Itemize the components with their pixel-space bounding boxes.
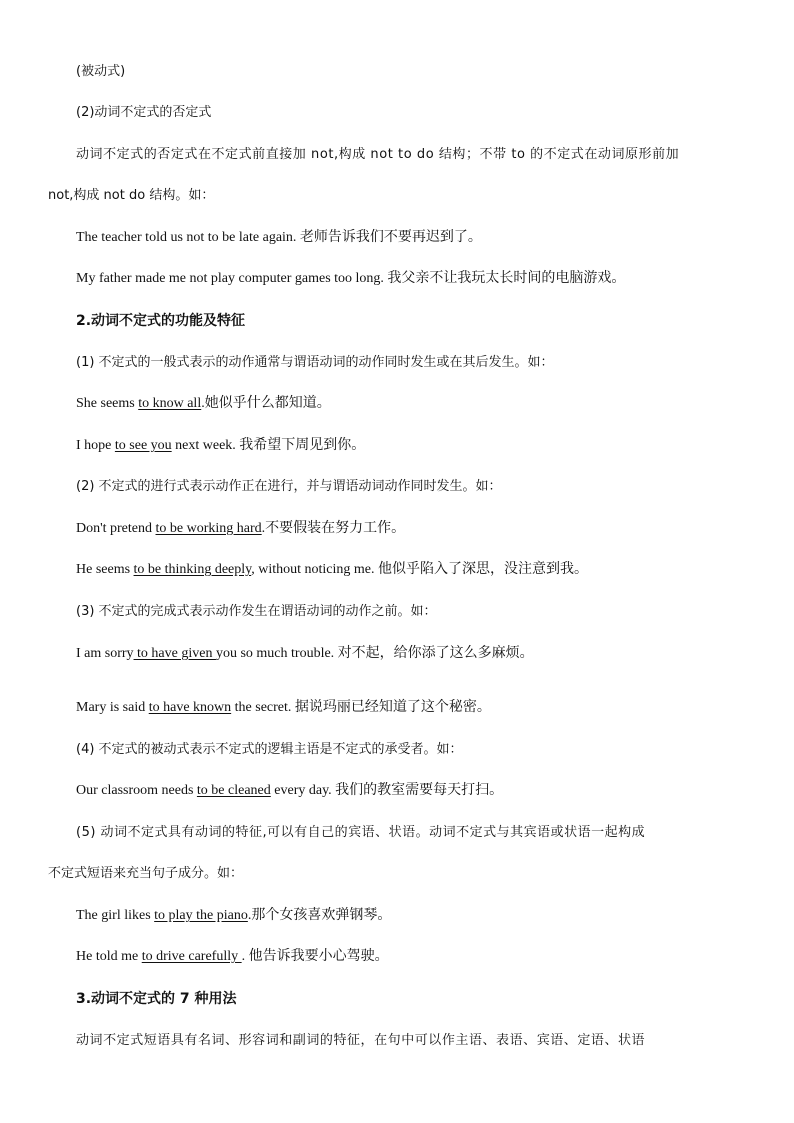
subheading-simple-form: (1) 不定式的一般式表示的动作通常与谓语动词的动作同时发生或在其后发生。如： (76, 355, 554, 370)
sentence-part: you so much trouble. 对不起，给你添了这么多麻烦。 (215, 646, 534, 661)
subheading-progressive-form: (2) 不定式的进行式表示动作正在进行，并与谓语动词动作同时发生。如： (76, 479, 502, 494)
underlined-phrase: to have given (133, 646, 216, 661)
underlined-phrase: to be cleaned (196, 783, 271, 798)
example-sentence (76, 781, 503, 801)
example-sentence (76, 906, 391, 926)
section-heading: 3.动词不定式的 7 种用法 (76, 991, 237, 1007)
paragraph-line: (5) 动词不定式具有动词的特征,可以有自己的宾语、状语。动词不定式与其宾语或状语一起构成 (76, 825, 646, 840)
sentence-part: The girl likes (76, 908, 155, 923)
underlined-phrase: to have known (148, 700, 232, 715)
underlined-phrase: to know all (138, 396, 202, 411)
paragraph-line: 不定式短语来充当句子成分。如： (48, 866, 244, 881)
text-line: (被动式) (76, 64, 126, 79)
sentence-part: .她似乎什么都知道。 (201, 396, 331, 411)
underlined-phrase: to be working hard (155, 521, 262, 536)
example-sentence (76, 436, 365, 456)
sentence-part: .那个女孩喜欢弹钢琴。 (247, 908, 392, 923)
example-sentence: My father made me not play computer games too long. 我父亲不让我玩太长时间的电脑游戏。 (76, 271, 626, 286)
section-heading: 2.动词不定式的功能及特征 (76, 313, 246, 329)
sentence-part: I hope (76, 438, 115, 453)
underlined-phrase: to drive carefully (141, 949, 242, 964)
example-sentence: The teacher told us not to be late again. 老师告诉我们不要再迟到了。 (76, 230, 482, 245)
sentence-part: every day. 我们的教室需要每天打扫。 (270, 783, 504, 798)
paragraph-line: 动词不定式的否定式在不定式前直接加 not,构成 not to do 结构；不带 to 的不定式在动词原形前加 (76, 147, 680, 162)
underlined-phrase: to see you (114, 438, 172, 453)
sentence-part: Mary is said (76, 700, 149, 715)
subheading-perfect-form: (3) 不定式的完成式表示动作发生在谓语动词的动作之前。如： (76, 604, 437, 619)
sentence-part: Don't pretend (76, 521, 156, 536)
sentence-part: next week. 我希望下周见到你。 (171, 438, 366, 453)
sentence-part: Our classroom needs (76, 783, 197, 798)
subheading-negative-form: (2)动词不定式的否定式 (76, 105, 212, 120)
sentence-part: , without noticing me. 他似乎陷入了深思，没注意到我。 (251, 562, 588, 577)
underlined-phrase: to play the piano (154, 908, 248, 923)
sentence-part: She seems (76, 396, 139, 411)
example-sentence (76, 519, 405, 539)
sentence-part: . 他告诉我要小心驾驶。 (241, 949, 389, 964)
sentence-part: the secret. 据说玛丽已经知道了这个秘密。 (231, 700, 491, 715)
example-sentence (76, 947, 389, 967)
example-sentence (76, 560, 588, 580)
underlined-phrase: to be thinking deeply (133, 562, 252, 577)
example-sentence (76, 644, 534, 664)
subheading-passive-form: (4) 不定式的被动式表示不定式的逻辑主语是不定式的承受者。如： (76, 742, 463, 757)
paragraph-line: not,构成 not do 结构。如： (48, 188, 215, 203)
sentence-part: .不要假装在努力工作。 (261, 521, 406, 536)
paragraph-line: 动词不定式短语具有名词、形容词和副词的特征，在句中可以作主语、表语、宾语、定语、状语 (76, 1033, 646, 1048)
sentence-part: He seems (76, 562, 134, 577)
example-sentence (76, 394, 331, 414)
sentence-part: He told me (76, 949, 142, 964)
sentence-part: I am sorry (76, 646, 134, 661)
example-sentence (76, 698, 491, 718)
